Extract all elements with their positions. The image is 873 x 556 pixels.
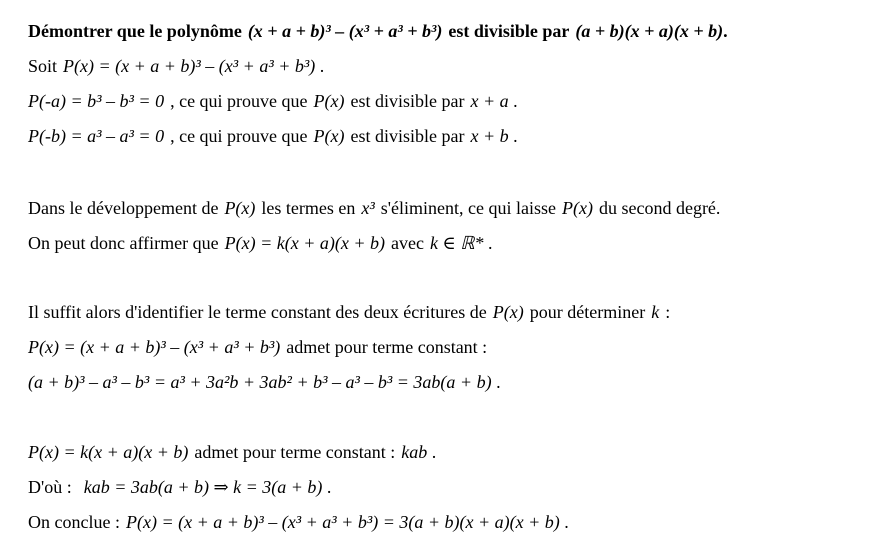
text: D'où : (28, 477, 72, 497)
line-development (28, 196, 720, 220)
text: les termes en (261, 198, 356, 218)
line-expansion: (a + b)³ – a³ – b³ = a³ + 3a²b + 3ab² + b³ – a³ – b³ = 3ab(a + b) . (28, 372, 501, 392)
statement-middle: est divisible par (448, 21, 570, 41)
statement-end: . (723, 21, 728, 41)
text: On conclue : (28, 512, 120, 532)
text: Il suffit alors d'identifier le terme constant des deux écritures de (28, 302, 487, 322)
problem-statement (28, 19, 728, 43)
math: P(x) = (x + a + b)³ – (x³ + a³ + b³) (28, 337, 281, 357)
line-conclusion: On conclue : P(x) = (x + a + b)³ – (x³ + a³ + b³) = 3(a + b)(x + a)(x + b) . (28, 512, 569, 532)
line-eval-minus-a: P(-a) = b³ – b³ = 0 , ce qui prouve que P(x) est divisible par x + a . (28, 91, 518, 111)
line-constant-term-2: P(x) = k(x + a)(x + b) admet pour terme constant : kab . (28, 442, 437, 462)
text: du second degré. (598, 198, 721, 218)
math: (a + b)³ – a³ – b³ = a³ + 3a²b + 3ab² + b³ – a³ – b³ = 3ab(a + b) (28, 372, 492, 392)
line-eval-minus-b: P(-b) = a³ – a³ = 0 , ce qui prouve que P(x) est divisible par x + b . (28, 126, 518, 146)
math: P(x) (224, 198, 256, 218)
text: On peut donc affirmer que (28, 233, 219, 253)
line-deduce: D'où : kab = 3ab(a + b) ⇒ k = 3(a + b) . (28, 477, 332, 497)
text: : (665, 302, 671, 322)
text: , ce qui prouve que (170, 126, 308, 146)
math: P(x) (561, 198, 593, 218)
text: pour déterminer (529, 302, 646, 322)
math: P(x) = k(x + a)(x + b) (224, 233, 385, 253)
text: Dans le développement de (28, 198, 219, 218)
math: x + a (470, 91, 509, 111)
statement-polynomial: (x + a + b)³ – (x³ + a³ + b³) (247, 21, 443, 41)
math: P(x) = k(x + a)(x + b) (28, 442, 189, 462)
text: avec (390, 233, 424, 253)
text: est divisible par (350, 126, 465, 146)
text: admet pour terme constant : (286, 337, 488, 357)
math-eval-b: P(-b) = a³ – a³ = 0 (28, 126, 165, 146)
text: est divisible par (350, 91, 465, 111)
text: s'éliminent, ce qui laisse (380, 198, 556, 218)
math: k ∈ ℝ* (429, 233, 484, 253)
math: P(x) (313, 126, 345, 146)
line-identify (28, 300, 670, 324)
math: k (651, 302, 660, 322)
line-constant-term-1 (28, 335, 487, 359)
math: x + b (470, 126, 509, 146)
line-affirm: On peut donc affirmer que P(x) = k(x + a)(x + b) avec k ∈ ℝ* . (28, 233, 493, 253)
statement-divisor: (a + b)(x + a)(x + b) (575, 21, 724, 41)
math: kab = 3ab(a + b) ⇒ k = 3(a + b) (83, 477, 323, 497)
text: admet pour terme constant : (194, 442, 396, 462)
math: P(x) (492, 302, 524, 322)
statement-intro: Démontrer que le polynôme (28, 21, 242, 41)
text: , ce qui prouve que (170, 91, 308, 111)
math: x³ (361, 198, 375, 218)
math-eval-a: P(-a) = b³ – b³ = 0 (28, 91, 165, 111)
math-definition: P(x) = (x + a + b)³ – (x³ + a³ + b³) (63, 56, 316, 76)
line-definition: Soit P(x) = (x + a + b)³ – (x³ + a³ + b³) . (28, 56, 325, 76)
math: P(x) (313, 91, 345, 111)
math: P(x) = (x + a + b)³ – (x³ + a³ + b³) = 3(a + b)(x + a)(x + b) (125, 512, 560, 532)
math: kab (401, 442, 428, 462)
text: Soit (28, 56, 58, 76)
